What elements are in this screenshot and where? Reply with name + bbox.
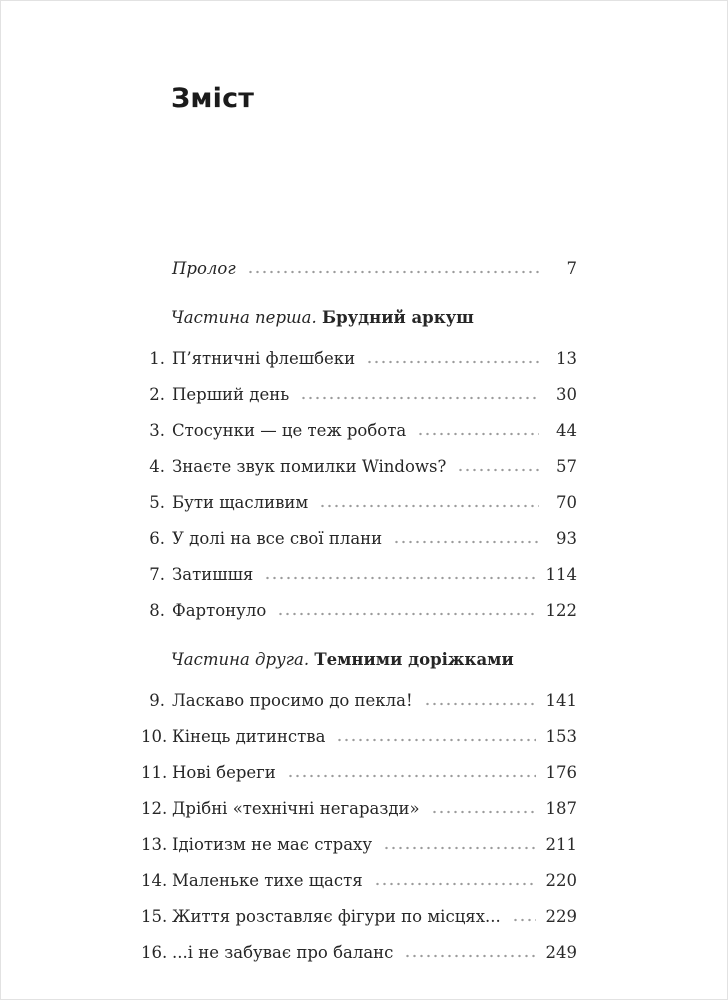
toc-entry: [141, 899, 577, 935]
toc-entry: [141, 521, 577, 557]
section-heading-part-1: [171, 307, 577, 329]
chapter-number: 11.: [141, 763, 168, 782]
page-number: 220: [545, 871, 577, 890]
toc-entry: [141, 377, 577, 413]
dot-leader: [374, 882, 536, 886]
chapter-number: 9.: [149, 691, 165, 710]
chapter-title: Дрібні «технічні негаразди»: [172, 799, 420, 818]
chapter-title: Перший день: [172, 385, 290, 404]
toc-entry: [141, 791, 577, 827]
section-heading-part-2: [171, 649, 577, 671]
toc-entry: [141, 719, 577, 755]
chapter-number: 15.: [141, 907, 168, 926]
chapter-number: 10.: [141, 727, 168, 746]
page-number: 187: [545, 799, 577, 818]
page-number: 249: [545, 943, 577, 962]
dot-leader: [393, 540, 539, 544]
toc-entry: [141, 593, 577, 629]
chapter-number: 4.: [149, 457, 165, 476]
chapter-number: 2.: [149, 385, 165, 404]
chapter-title: Затишшя: [172, 565, 254, 584]
toc-entry: [141, 341, 577, 377]
dot-leader: [404, 954, 535, 958]
chapter-number: 14.: [141, 871, 168, 890]
chapter-title: Знаєте звук помилки Windows?: [172, 457, 447, 476]
chapter-title: ...і не забуває про баланс: [172, 943, 394, 962]
page-number: 122: [545, 601, 577, 620]
page-number: 93: [556, 529, 577, 548]
dot-leader: [431, 810, 536, 814]
toc-entry-prologue: [141, 251, 577, 287]
part-label: Частина друга.: [171, 650, 310, 669]
part-title: Темними доріжками: [314, 650, 514, 669]
chapter-number: 1.: [149, 349, 165, 368]
page-number: 211: [545, 835, 577, 854]
dot-leader: [457, 468, 539, 472]
dot-leader: [366, 360, 539, 364]
prologue-label: Пролог: [172, 259, 236, 278]
chapter-title: Стосунки — це теж робота: [172, 421, 407, 440]
chapter-number: 5.: [149, 493, 165, 512]
chapter-title: У долі на все свої плани: [172, 529, 383, 548]
toc-entry: [141, 827, 577, 863]
chapter-title: П’ятничні флешбеки: [172, 349, 356, 368]
page-number: 44: [556, 421, 577, 440]
part-label: Частина перша.: [171, 308, 317, 327]
dot-leader: [417, 432, 539, 436]
page-title: Зміст: [171, 83, 255, 114]
toc-entry: [141, 935, 577, 971]
page-number: 229: [545, 907, 577, 926]
chapter-number: 6.: [149, 529, 165, 548]
chapter-number: 16.: [141, 943, 168, 962]
dot-leader: [300, 396, 539, 400]
dot-leader: [336, 738, 535, 742]
toc-entry: [141, 557, 577, 593]
page-number: 57: [556, 457, 577, 476]
part-title: Брудний аркуш: [321, 308, 474, 327]
chapter-title: Життя розставляє фігури по місцях...: [172, 907, 501, 926]
toc-entry: [141, 485, 577, 521]
dot-leader: [512, 918, 536, 922]
dot-leader: [264, 576, 535, 580]
chapter-number: 8.: [149, 601, 165, 620]
toc-entry: [141, 683, 577, 719]
chapter-title: Ідіотизм не має страху: [172, 835, 373, 854]
chapter-title: Нові береги: [172, 763, 276, 782]
chapter-title: Ласкаво просимо до пекла!: [172, 691, 413, 710]
chapter-title: Кінець дитинства: [172, 727, 326, 746]
page-number: 13: [556, 349, 577, 368]
toc-entry: [141, 755, 577, 791]
chapter-title: Маленьке тихе щастя: [172, 871, 363, 890]
chapter-number: 13.: [141, 835, 168, 854]
page-number: 114: [545, 565, 577, 584]
toc-entry: [141, 863, 577, 899]
dot-leader: [247, 270, 539, 274]
page-number: 153: [545, 727, 577, 746]
dot-leader: [424, 702, 536, 706]
chapter-number: 7.: [149, 565, 165, 584]
dot-leader: [319, 504, 539, 508]
page-number: 176: [545, 763, 577, 782]
page-number: 30: [556, 385, 577, 404]
chapter-title: Бути щасливим: [172, 493, 309, 512]
page-number: 141: [545, 691, 577, 710]
chapter-number: 3.: [149, 421, 165, 440]
toc-list-part-1: [141, 341, 577, 629]
page-number: 70: [556, 493, 577, 512]
dot-leader: [287, 774, 536, 778]
chapter-title: Фартонуло: [172, 601, 267, 620]
toc-list-part-2: [141, 683, 577, 971]
toc-entry: [141, 449, 577, 485]
dot-leader: [383, 846, 535, 850]
chapter-number: 12.: [141, 799, 168, 818]
page-number: 7: [566, 259, 577, 278]
dot-leader: [277, 612, 535, 616]
toc-entry: [141, 413, 577, 449]
